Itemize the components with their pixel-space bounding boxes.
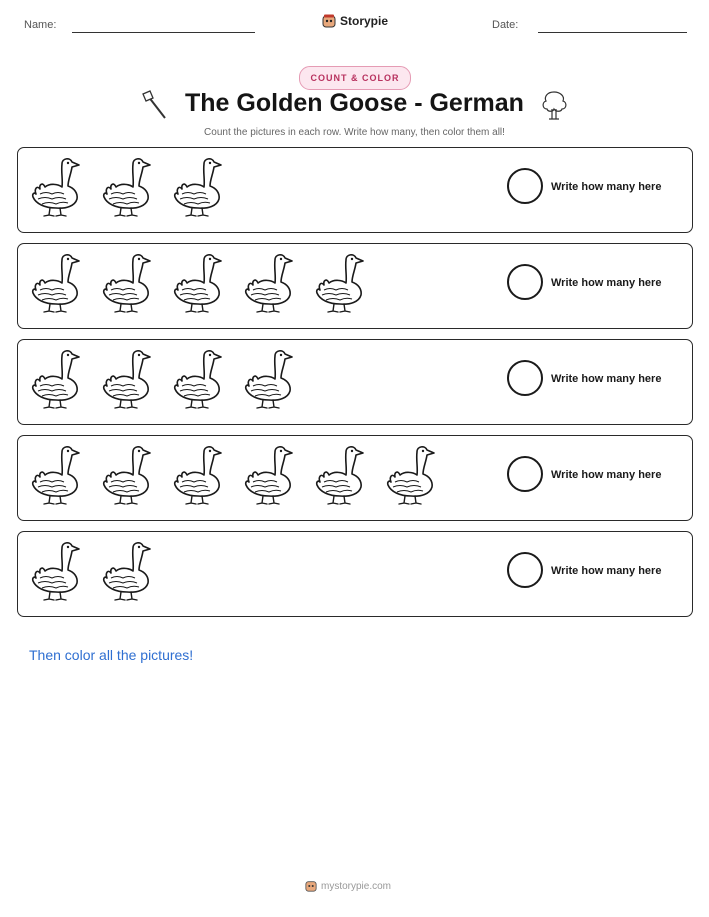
footer <box>305 880 391 892</box>
activity-badge: COUNT & COLOR <box>299 66 411 90</box>
goose-icon <box>28 154 84 220</box>
footer-site: mystorypie.com <box>321 880 392 892</box>
answer-label: Write how many here <box>551 373 662 385</box>
goose-icon <box>99 442 155 508</box>
answer-label: Write how many here <box>551 469 662 481</box>
answer-circle[interactable] <box>507 264 543 300</box>
date-label: Date: <box>492 19 519 31</box>
name-field[interactable] <box>72 32 255 33</box>
goose-icon <box>170 154 226 220</box>
answer-circle[interactable] <box>507 552 543 588</box>
goose-icon <box>99 346 155 412</box>
goose-icon <box>241 346 297 412</box>
goose-icon <box>99 154 155 220</box>
tree-icon <box>538 88 570 122</box>
answer-label: Write how many here <box>551 277 662 289</box>
goose-icon <box>241 442 297 508</box>
counting-rows <box>17 147 693 627</box>
goose-icon <box>28 538 84 604</box>
storypie-mascot-icon <box>322 14 336 28</box>
date-field[interactable] <box>538 32 687 33</box>
answer-label: Write how many here <box>551 181 662 193</box>
page-title: The Golden Goose - German <box>185 89 524 117</box>
answer-circle[interactable] <box>507 456 543 492</box>
goose-group <box>28 346 312 412</box>
answer-label: Write how many here <box>551 565 662 577</box>
count-row <box>17 531 693 617</box>
storypie-mascot-icon <box>305 880 317 892</box>
count-row <box>17 435 693 521</box>
count-row <box>17 147 693 233</box>
answer-circle[interactable] <box>507 168 543 204</box>
brand-logo <box>322 14 388 28</box>
goose-icon <box>28 442 84 508</box>
count-row <box>17 243 693 329</box>
name-label: Name: <box>24 19 57 31</box>
goose-icon <box>312 442 368 508</box>
goose-icon <box>312 250 368 316</box>
goose-icon <box>99 250 155 316</box>
brand-name: Storypie <box>340 14 389 28</box>
goose-icon <box>383 442 439 508</box>
goose-icon <box>170 346 226 412</box>
goose-group <box>28 442 454 508</box>
goose-icon <box>170 250 226 316</box>
goose-icon <box>170 442 226 508</box>
goose-icon <box>28 346 84 412</box>
goose-group <box>28 250 383 316</box>
goose-icon <box>28 250 84 316</box>
instructions: Count the pictures in each row. Write how many, then color them all! <box>204 127 505 138</box>
goose-icon <box>99 538 155 604</box>
goose-group <box>28 154 241 220</box>
answer-circle[interactable] <box>507 360 543 396</box>
count-row <box>17 339 693 425</box>
closing-instruction: Then color all the pictures! <box>29 647 194 663</box>
goose-icon <box>241 250 297 316</box>
goose-group <box>28 538 170 604</box>
